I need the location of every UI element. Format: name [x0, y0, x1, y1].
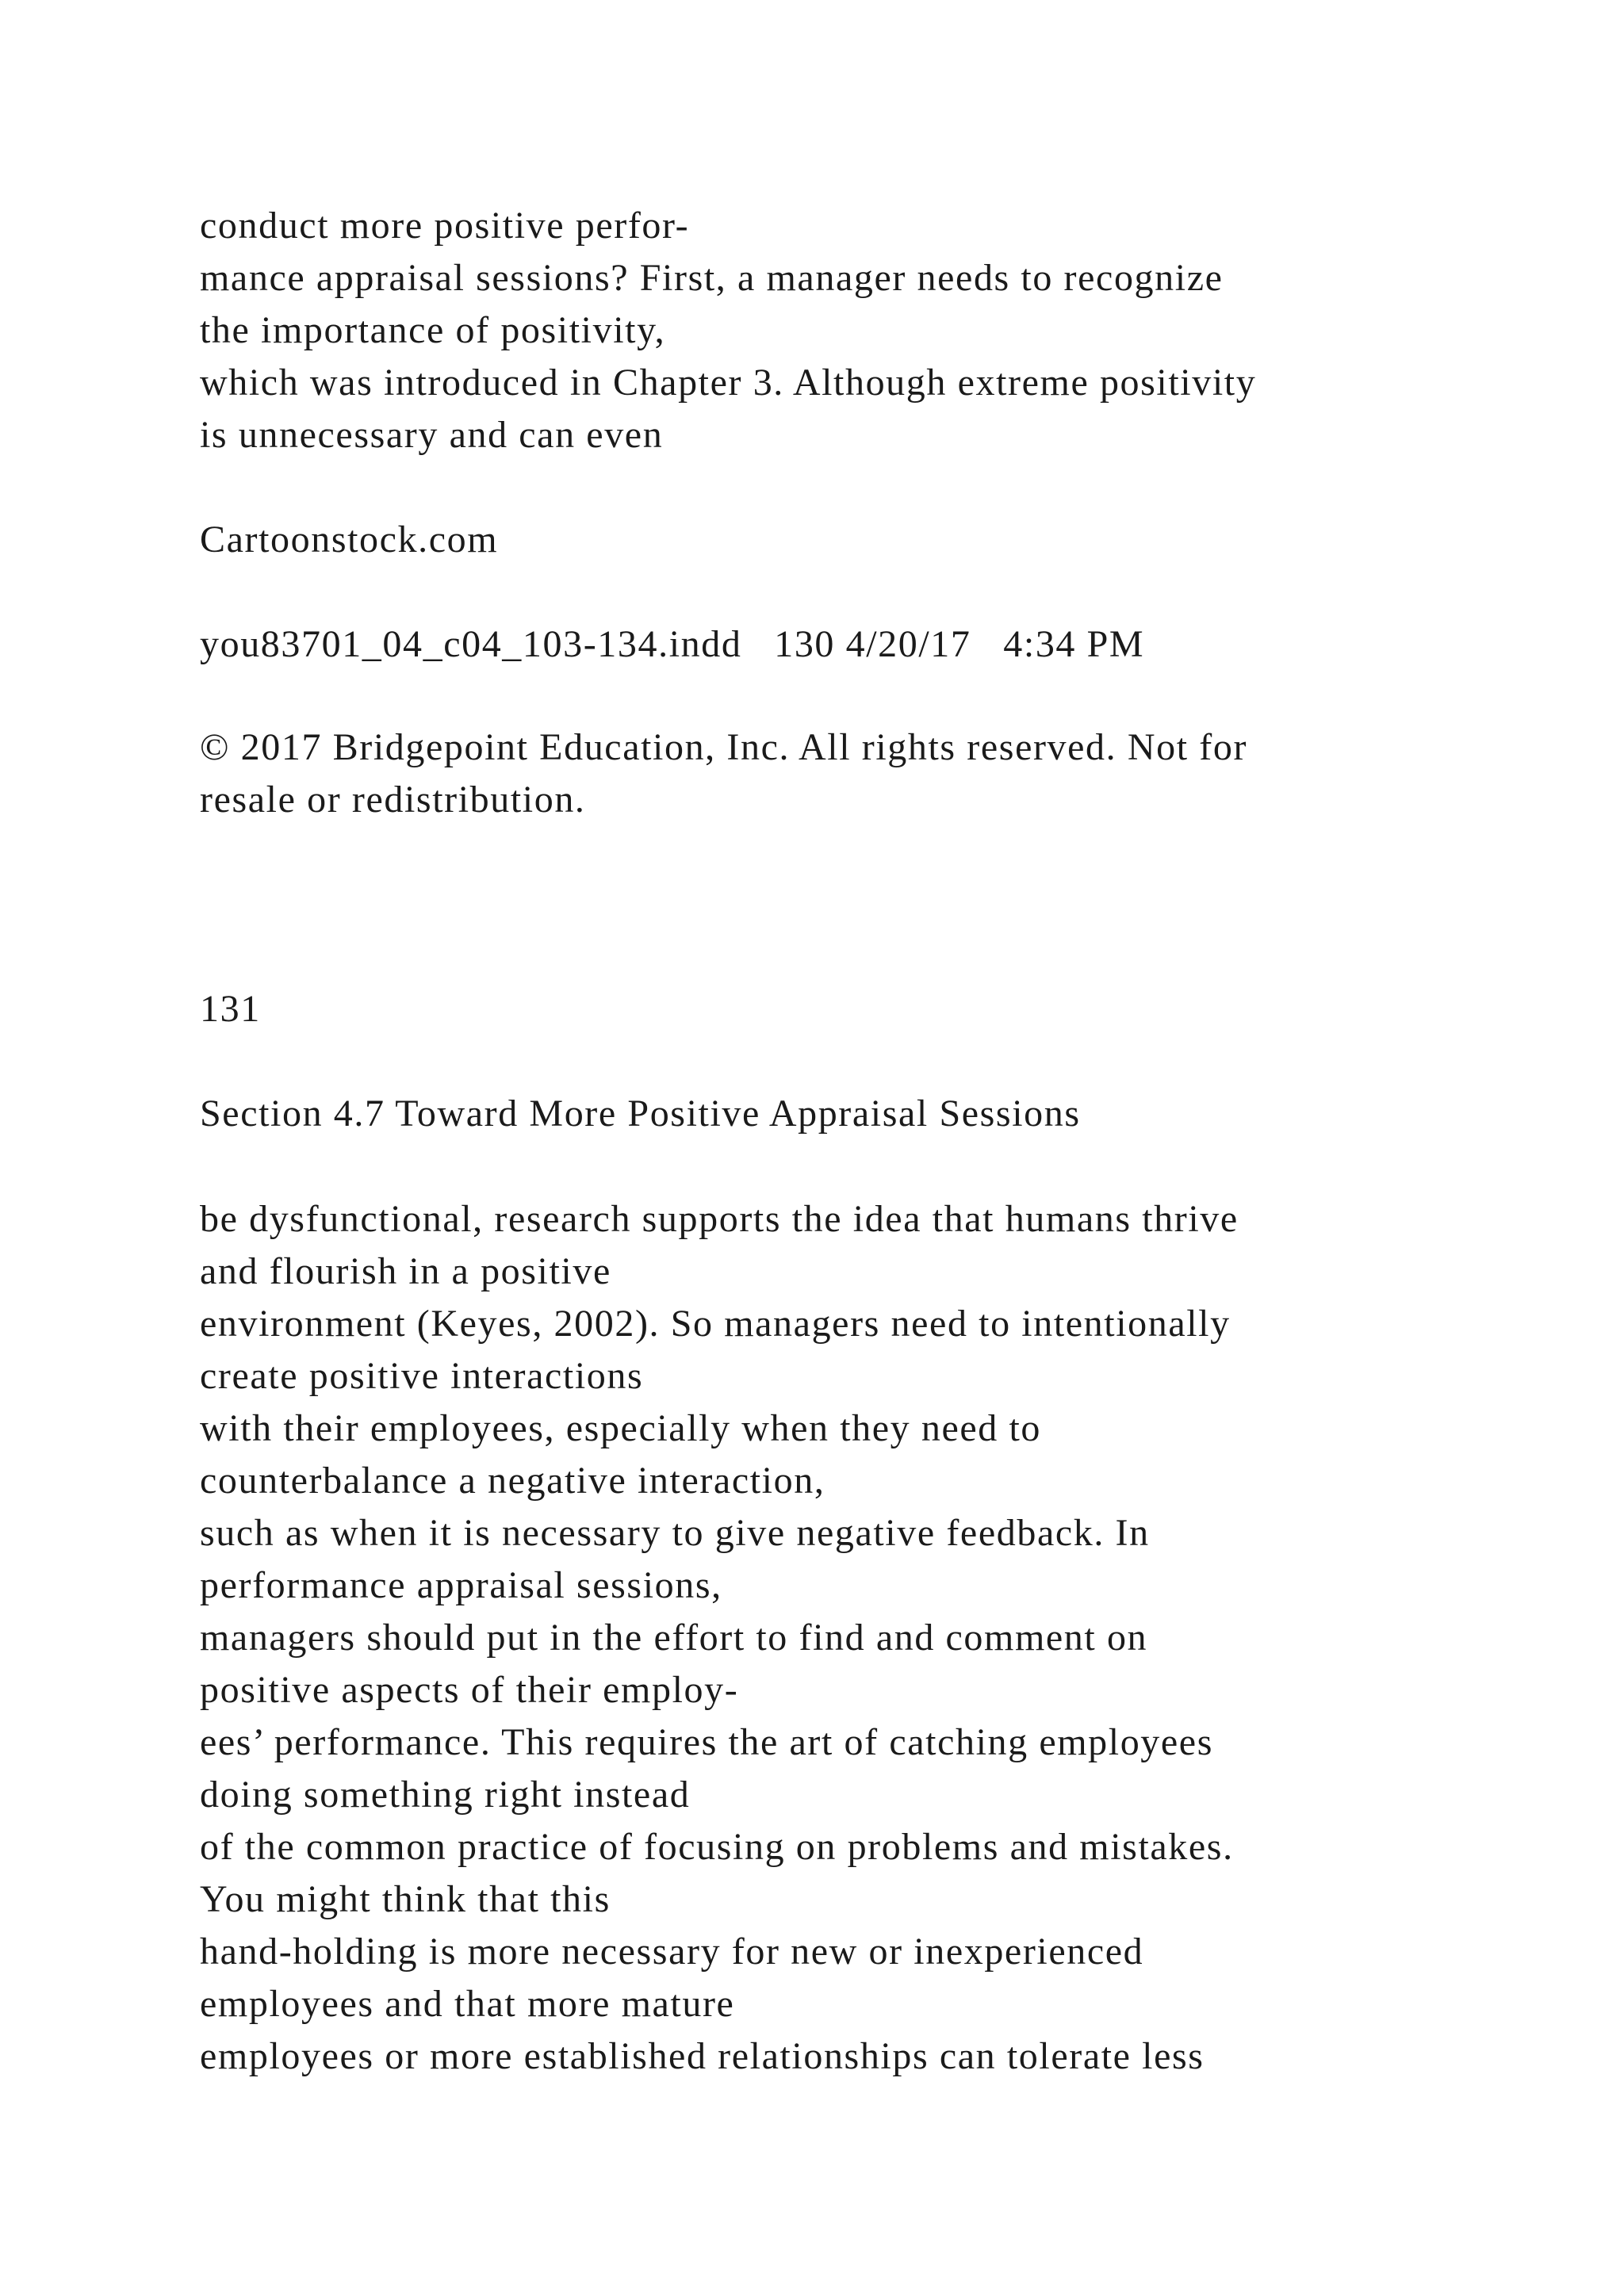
body-line: create positive interactions: [200, 1355, 644, 1397]
body-line: doing something right instead: [200, 1774, 691, 1816]
body-line: counterbalance a negative interaction,: [200, 1460, 825, 1502]
body-line: managers should put in the effort to find and comment on: [200, 1617, 1148, 1659]
body-line: positive aspects of their employ-: [200, 1669, 739, 1711]
body-line: environment (Keyes, 2002). So managers need to intentionally: [200, 1303, 1231, 1345]
section-heading: Section 4.7 Toward More Positive Appraisal Sessions: [200, 1093, 1081, 1135]
body-line: with their employees, especially when they need to: [200, 1407, 1042, 1449]
body-line: such as when it is necessary to give negative feedback. In: [200, 1512, 1150, 1554]
paragraph-line: which was introduced in Chapter 3. Although extreme positivity: [200, 362, 1257, 404]
body-line: employees and that more mature: [200, 1983, 735, 2025]
paragraph-line: is unnecessary and can even: [200, 414, 664, 456]
body-line: employees or more established relationships can tolerate less: [200, 2035, 1205, 2077]
file-slug: you83701_04_c04_103-134.indd 130 4/20/17 4:34 PM: [200, 623, 1145, 665]
paragraph-line: the importance of positivity,: [200, 309, 666, 351]
body-line: ees’ performance. This requires the art of catching employees: [200, 1721, 1213, 1763]
paragraph-line: mance appraisal sessions? First, a manager needs to recognize: [200, 257, 1224, 299]
figure-credit: Cartoonstock.com: [200, 519, 499, 561]
body-line: be dysfunctional, research supports the idea that humans thrive: [200, 1198, 1239, 1240]
body-line: You might think that this: [200, 1878, 611, 1920]
page-number: 131: [200, 988, 261, 1030]
body-line: performance appraisal sessions,: [200, 1564, 722, 1606]
body-line: hand-holding is more necessary for new or inexperienced: [200, 1931, 1144, 1973]
copyright-line: resale or redistribution.: [200, 779, 586, 821]
body-line: and flourish in a positive: [200, 1250, 611, 1292]
body-line: of the common practice of focusing on problems and mistakes.: [200, 1826, 1234, 1868]
copyright-line: © 2017 Bridgepoint Education, Inc. All rights reserved. Not for: [200, 726, 1248, 768]
paragraph-line: conduct more positive perfor-: [200, 205, 690, 247]
